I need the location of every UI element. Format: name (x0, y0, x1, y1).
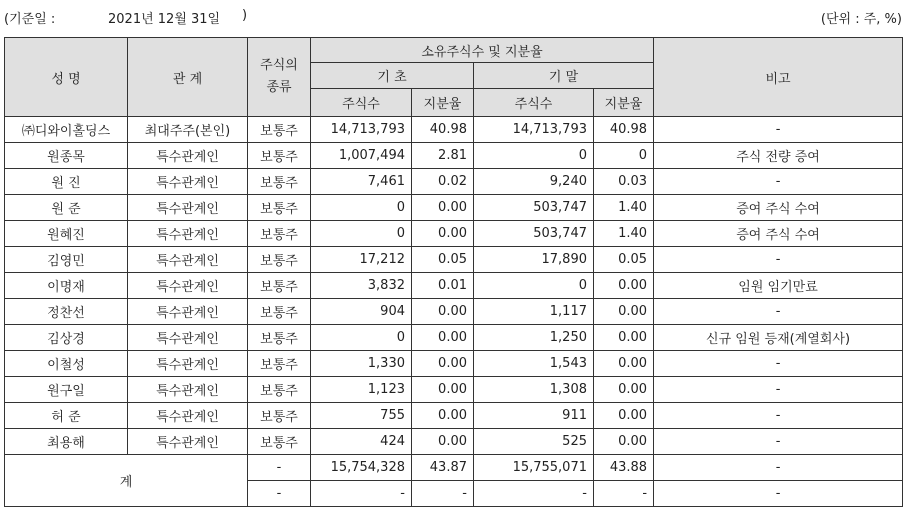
cell-note: - (654, 299, 903, 325)
cell-type: 보통주 (248, 117, 311, 143)
cell-type: 보통주 (248, 325, 311, 351)
cell-type: 보통주 (248, 377, 311, 403)
cell-begin-ratio: 0.00 (412, 429, 474, 455)
cell-end-ratio: 1.40 (594, 195, 654, 221)
cell-begin-shares: 14,713,793 (311, 117, 412, 143)
cell-type: 보통주 (248, 247, 311, 273)
table-row (5, 429, 903, 455)
cell-type: 보통주 (248, 143, 311, 169)
cell-begin-ratio: 0.00 (412, 195, 474, 221)
cell-end-ratio: 43.88 (594, 455, 654, 481)
cell-type: 보통주 (248, 195, 311, 221)
cell-type: 보통주 (248, 403, 311, 429)
cell-relation: 특수관계인 (128, 195, 248, 221)
cell-note: 신규 임원 등재(계열회사) (654, 325, 903, 351)
cell-begin-shares: - (311, 481, 412, 507)
cell-type: 보통주 (248, 169, 311, 195)
cell-name: 원혜진 (5, 221, 128, 247)
cell-end-shares: 15,755,071 (474, 455, 594, 481)
cell-name: 원구일 (5, 377, 128, 403)
cell-end-shares: 1,543 (474, 351, 594, 377)
cell-note: - (654, 351, 903, 377)
cell-begin-ratio: 0.00 (412, 377, 474, 403)
cell-end-ratio: 0.05 (594, 247, 654, 273)
table-row (5, 195, 903, 221)
cell-end-ratio: 0.00 (594, 429, 654, 455)
cell-end-shares: 1,308 (474, 377, 594, 403)
base-date-label: (기준일 : (4, 12, 56, 27)
cell-note: 증여 주식 수여 (654, 195, 903, 221)
cell-begin-shares: 1,123 (311, 377, 412, 403)
total-row (5, 455, 903, 481)
cell-note: - (654, 481, 903, 507)
cell-name: 최용해 (5, 429, 128, 455)
cell-end-ratio: 0.00 (594, 403, 654, 429)
cell-end-shares: 525 (474, 429, 594, 455)
col-relation-header: 관 계 (128, 38, 248, 117)
cell-note: 임원 임기만료 (654, 273, 903, 299)
table-row (5, 377, 903, 403)
cell-name: 허 준 (5, 403, 128, 429)
cell-relation: 특수관계인 (128, 221, 248, 247)
cell-end-shares: 0 (474, 143, 594, 169)
cell-type: 보통주 (248, 429, 311, 455)
cell-name: 원 진 (5, 169, 128, 195)
cell-begin-ratio: - (412, 481, 474, 507)
cell-note: - (654, 455, 903, 481)
cell-end-shares: 1,250 (474, 325, 594, 351)
cell-begin-shares: 904 (311, 299, 412, 325)
cell-name: 김영민 (5, 247, 128, 273)
cell-end-shares: 14,713,793 (474, 117, 594, 143)
cell-end-shares: 0 (474, 273, 594, 299)
cell-end-ratio: 0 (594, 143, 654, 169)
cell-begin-ratio: 43.87 (412, 455, 474, 481)
cell-relation: 특수관계인 (128, 351, 248, 377)
report-header (4, 8, 902, 26)
cell-end-ratio: 0.00 (594, 351, 654, 377)
cell-end-ratio: 1.40 (594, 221, 654, 247)
cell-note: 증여 주식 수여 (654, 221, 903, 247)
cell-type: - (248, 481, 311, 507)
cell-end-ratio: 0.00 (594, 325, 654, 351)
cell-type: 보통주 (248, 221, 311, 247)
cell-relation: 특수관계인 (128, 247, 248, 273)
cell-begin-ratio: 2.81 (412, 143, 474, 169)
table-row (5, 325, 903, 351)
cell-note: - (654, 169, 903, 195)
shareholding-table (4, 37, 903, 507)
cell-note: - (654, 247, 903, 273)
total-label: 계 (5, 455, 248, 507)
col-begin-shares-header: 주식수 (311, 89, 412, 117)
base-date-close: ) (242, 8, 248, 23)
cell-type: 보통주 (248, 273, 311, 299)
cell-name: ㈜디와이홀딩스 (5, 117, 128, 143)
cell-note: - (654, 117, 903, 143)
cell-begin-ratio: 0.00 (412, 351, 474, 377)
cell-name: 김상경 (5, 325, 128, 351)
col-begin-ratio-header: 지분율 (412, 89, 474, 117)
col-holdings-group-header: 소유주식수 및 지분율 (311, 38, 654, 63)
cell-begin-ratio: 0.02 (412, 169, 474, 195)
cell-begin-ratio: 0.00 (412, 325, 474, 351)
cell-begin-ratio: 0.00 (412, 221, 474, 247)
cell-relation: 특수관계인 (128, 169, 248, 195)
cell-end-ratio: 0.00 (594, 273, 654, 299)
cell-end-shares: 1,117 (474, 299, 594, 325)
table-row (5, 351, 903, 377)
col-end-header: 기 말 (474, 63, 654, 89)
cell-end-shares: 503,747 (474, 195, 594, 221)
cell-note: - (654, 429, 903, 455)
col-end-ratio-header: 지분율 (594, 89, 654, 117)
cell-begin-shares: 755 (311, 403, 412, 429)
cell-end-shares: 911 (474, 403, 594, 429)
cell-type: - (248, 455, 311, 481)
table-row (5, 143, 903, 169)
cell-relation: 특수관계인 (128, 377, 248, 403)
cell-relation: 특수관계인 (128, 325, 248, 351)
cell-relation: 특수관계인 (128, 429, 248, 455)
table-row (5, 117, 903, 143)
cell-end-ratio: 0.00 (594, 299, 654, 325)
cell-relation: 특수관계인 (128, 299, 248, 325)
cell-begin-ratio: 0.00 (412, 403, 474, 429)
cell-begin-shares: 7,461 (311, 169, 412, 195)
table-row (5, 169, 903, 195)
cell-end-shares: 9,240 (474, 169, 594, 195)
cell-begin-ratio: 0.00 (412, 299, 474, 325)
table-row (5, 299, 903, 325)
table-row (5, 403, 903, 429)
cell-begin-shares: 17,212 (311, 247, 412, 273)
cell-begin-shares: 0 (311, 325, 412, 351)
col-begin-header: 기 초 (311, 63, 474, 89)
cell-note: - (654, 377, 903, 403)
unit-label: (단위 : 주, %) (820, 12, 902, 27)
cell-relation: 특수관계인 (128, 403, 248, 429)
cell-begin-shares: 1,007,494 (311, 143, 412, 169)
cell-end-ratio: 40.98 (594, 117, 654, 143)
cell-name: 정찬선 (5, 299, 128, 325)
cell-name: 이철성 (5, 351, 128, 377)
table-row (5, 221, 903, 247)
cell-begin-ratio: 0.05 (412, 247, 474, 273)
cell-relation: 특수관계인 (128, 273, 248, 299)
cell-begin-ratio: 0.01 (412, 273, 474, 299)
cell-begin-ratio: 40.98 (412, 117, 474, 143)
base-date-value: 2021년 12월 31일 (108, 12, 221, 27)
cell-begin-shares: 1,330 (311, 351, 412, 377)
cell-begin-shares: 0 (311, 221, 412, 247)
cell-name: 원 준 (5, 195, 128, 221)
col-end-shares-header: 주식수 (474, 89, 594, 117)
table-row (5, 273, 903, 299)
cell-type: 보통주 (248, 299, 311, 325)
cell-begin-shares: 0 (311, 195, 412, 221)
cell-end-ratio: - (594, 481, 654, 507)
cell-end-ratio: 0.00 (594, 377, 654, 403)
table-row (5, 247, 903, 273)
cell-name: 이명재 (5, 273, 128, 299)
col-note-header: 비고 (654, 38, 903, 117)
cell-type: 보통주 (248, 351, 311, 377)
cell-begin-shares: 424 (311, 429, 412, 455)
cell-note: 주식 전량 증여 (654, 143, 903, 169)
col-stock-type-header: 주식의 종류 (248, 38, 311, 117)
cell-begin-shares: 3,832 (311, 273, 412, 299)
col-name-header: 성 명 (5, 38, 128, 117)
cell-begin-shares: 15,754,328 (311, 455, 412, 481)
cell-relation: 특수관계인 (128, 143, 248, 169)
cell-end-shares: 503,747 (474, 221, 594, 247)
cell-end-shares: - (474, 481, 594, 507)
cell-end-ratio: 0.03 (594, 169, 654, 195)
cell-relation: 최대주주(본인) (128, 117, 248, 143)
cell-end-shares: 17,890 (474, 247, 594, 273)
cell-note: - (654, 403, 903, 429)
cell-name: 원종목 (5, 143, 128, 169)
